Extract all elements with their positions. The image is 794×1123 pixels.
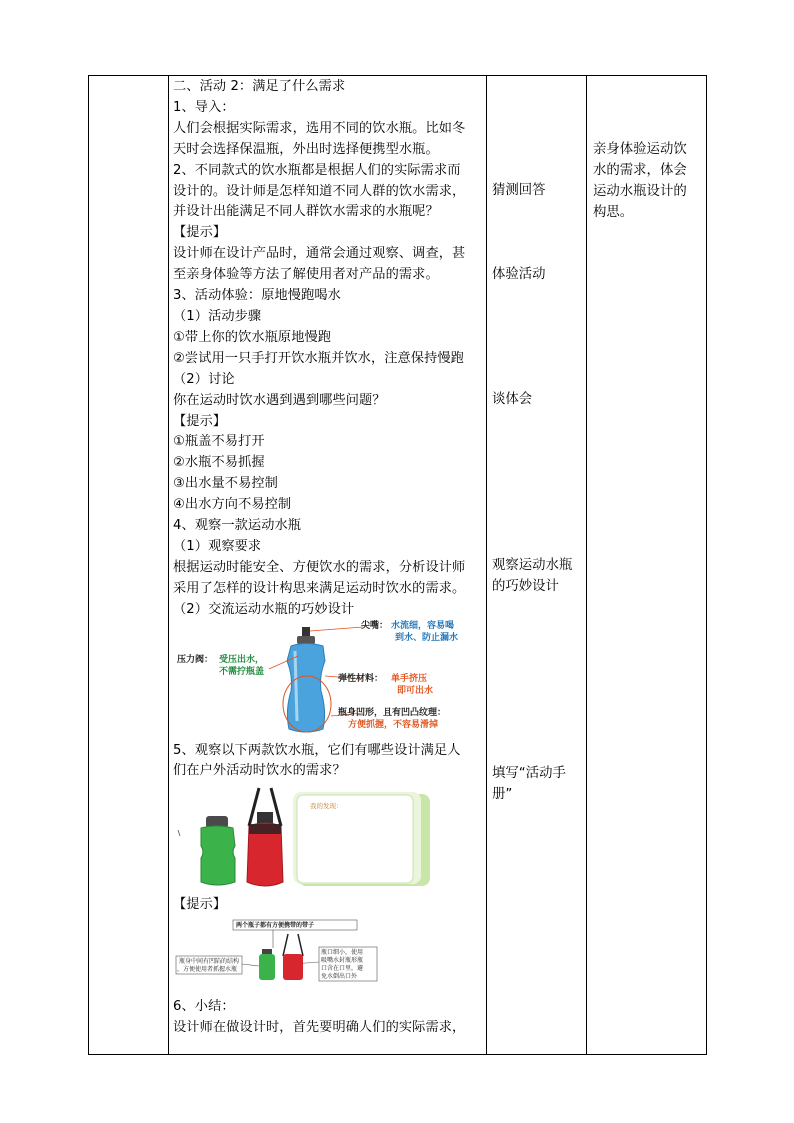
lesson-line: 天时会选择保温瓶，外出时选择便携型水瓶。 [173,141,439,157]
tip-label: 尖嘴： [361,620,389,631]
lesson-line: ①瓶盖不易打开 [173,434,265,450]
material-label: 弹性材料： [338,673,384,684]
hint-right: 吸嘴水封瓶形瓶 [321,957,364,965]
intent-text: 构思。 [593,205,634,220]
lesson-line: ②尝试用一只手打开饮水瓶并饮水，注意保持慢跑 [173,350,464,366]
design-intent-column [587,76,708,1054]
material-desc: 即可出水 [397,685,434,696]
lesson-line: 人们会根据实际需求，选用不同的饮水瓶。比如冬 [173,120,466,136]
hint-left: ，方便使用者抓握水瓶 [177,966,238,974]
lesson-line: 二、活动 2：满足了什么需求 [173,79,346,94]
sports-bottle-figure [173,621,473,741]
lesson-line: 2、不同款式的饮水瓶都是根据人们的实际需求而 [173,162,461,178]
intent-text: 亲身体验运动饮 [593,142,687,157]
lesson-line: 【提示】 [173,225,227,241]
hint-figure [173,916,473,994]
lesson-line: 根据运动时能安全、方便饮水的需求，分析设计师 [173,559,466,575]
student-item: 观察运动水瓶 [492,558,573,573]
student-item: 填写“活动手 [492,766,566,781]
question-5: 们在户外活动时饮水的需求？ [173,763,346,779]
lesson-line: （1）观察要求 [173,538,262,554]
lesson-line: 4、观察一款运动水瓶 [173,518,302,534]
student-item: 的巧妙设计 [492,579,559,594]
column-empty [89,76,168,1054]
lesson-table [88,75,707,1055]
hint-right: 瓶口细小，使用 [321,949,364,957]
hint-label: 【提示】 [173,897,227,913]
lesson-line: 你在运动时饮水遇到遇到哪些问题？ [173,392,386,408]
lesson-line: ①带上你的饮水瓶原地慢跑 [173,329,332,345]
valve-label: 压力阀： [177,654,214,665]
lesson-line: 至亲身体验等方法了解使用者对产品的需求。 [173,267,439,283]
lesson-line: （1）活动步骤 [173,308,262,324]
lesson-line: ③出水量不易控制 [173,476,278,492]
student-item: 猜测回答 [492,183,546,198]
hint-top: 两个瓶子都有方便携带的带子 [236,922,315,930]
lesson-line: 3、活动体验：原地慢跑喝水 [173,288,341,304]
lesson-line: ④出水方向不易控制 [173,497,292,513]
hint-right: 免水倒出口外 [321,973,358,981]
lesson-line: 【提示】 [173,413,227,429]
lesson-text [173,77,483,621]
lesson-line: 并设计出能满足不同人群饮水需求的水瓶呢？ [173,204,439,220]
question-5: 5、观察以下两款饮水瓶，它们有哪些设计满足人 [173,742,461,758]
material-desc: 单手挤压 [391,673,428,684]
tip-desc: 到水、防止漏水 [395,632,459,643]
body-label: 瓶身凹形，且有凹凸纹理： [338,707,447,718]
intent-text: 运动水瓶设计的 [593,184,687,199]
lesson-line: 设计的。设计师是怎样知道不同人群的饮水需求， [173,183,466,199]
student-item: 谈体会 [492,392,533,407]
lesson-line: 1、导入： [173,99,235,115]
student-item: 体验活动 [492,267,546,282]
lesson-line: ②水瓶不易抓握 [173,455,265,471]
body-desc: 方便抓握，不容易滑掉 [348,719,439,730]
lesson-line: 设计师在设计产品时，通常会通过观察、调查，甚 [173,246,466,262]
tip-desc: 水流细，容易喝 [391,620,455,631]
notebook-label: 我的发现： [310,802,343,811]
outdoor-bottles-figure [173,786,473,891]
student-item: 册” [492,787,513,802]
summary-title: 6、小结： [173,999,235,1015]
valve-desc: 不需拧瓶盖 [219,666,265,677]
lesson-line: （2）交流运动水瓶的巧妙设计 [173,601,355,617]
hint-left: 瓶身中间有凹陷的结构 [179,958,240,966]
hint-right: 口含在口里，避 [321,965,364,973]
student-activity-column [487,76,587,1054]
lesson-line: 采用了怎样的设计构思来满足运动时饮水的需求。 [173,580,466,596]
teacher-activity-column [169,76,487,1054]
summary-line: 设计师在做设计时，首先要明确人们的实际需求， [173,1020,466,1036]
intent-text: 水的需求，体会 [593,163,687,178]
valve-desc: 受压出水， [219,654,265,665]
lesson-line: （2）讨论 [173,371,235,387]
